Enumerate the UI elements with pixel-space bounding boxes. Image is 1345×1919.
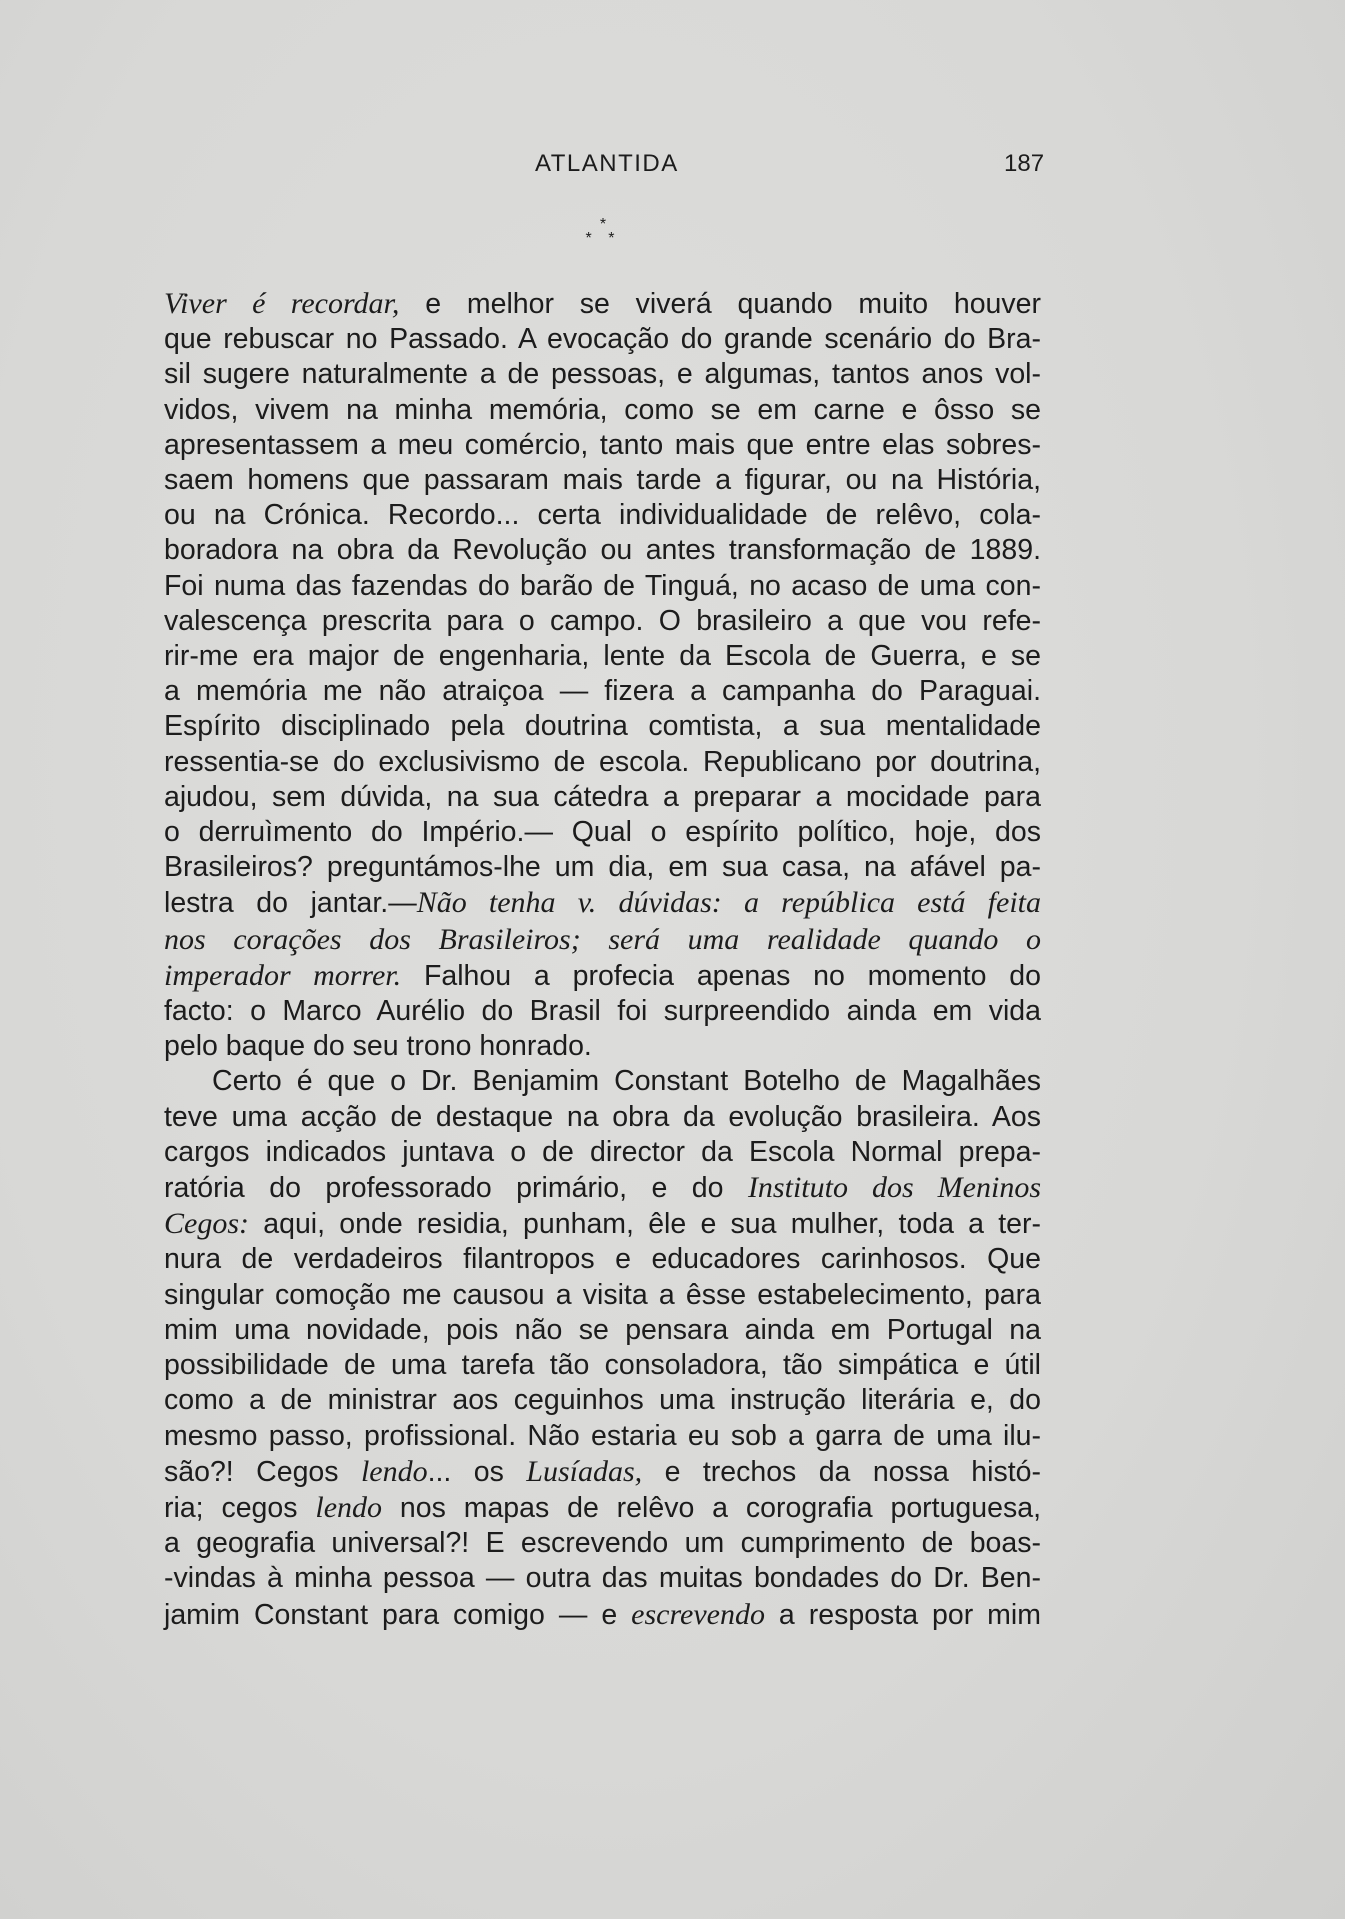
text-line: facto: o Marco Aurélio do Brasil foi surpreendido ainda em vida	[164, 995, 1041, 1028]
text-line: a memória me não atraiçoa — fizera a campanha do Paraguai.	[164, 675, 1041, 708]
paragraph-2	[164, 1064, 1041, 1632]
text-line: teve uma acção de destaque na obra da evolução brasileira. Aos	[164, 1100, 1041, 1133]
italic-title: Lusíadas,	[526, 1454, 643, 1488]
text-line: a geografia universal?! E escrevendo um cumprimento de boas-	[164, 1527, 1041, 1560]
text-line: possibilidade de uma tarefa tão consoladora, tão simpática e útil	[164, 1349, 1041, 1382]
text-line: o derruìmento do Império.— Qual o espírito político, hoje, dos	[164, 816, 1041, 849]
italic-title: Cegos:	[164, 1207, 249, 1241]
italic-quote: imperador morrer.	[164, 958, 402, 992]
text-line	[164, 922, 1041, 958]
text-line: rir-me era major de engenharia, lente da Escola de Guerra, e se	[164, 640, 1041, 673]
text-line: saem homens que passaram mais tarde a figurar, ou na História,	[164, 464, 1041, 497]
page-number: 187	[1004, 150, 1045, 177]
italic-quote: Não tenha v. dúvidas: a república está feita	[416, 886, 1041, 920]
text-line: que rebuscar no Passado. A evocação do grande scenário do Bra-	[164, 323, 1041, 356]
italic-title: Instituto dos Meninos	[747, 1171, 1041, 1205]
text-line: cargos indicados juntava o de director da Escola Normal prepa-	[164, 1135, 1041, 1168]
text-line: Foi numa das fazendas do barão de Tinguá, no acaso de uma con-	[164, 569, 1041, 602]
italic-word: lendo	[360, 1454, 428, 1488]
text-line: ressentia-se do exclusivismo de escola. Republicano por doutrina,	[164, 745, 1041, 778]
text-line: ratória do professorado primário, e do Instituto dos Meninos	[164, 1171, 1041, 1205]
text-line: pelo baque do seu trono honrado.	[164, 1030, 592, 1063]
text-line: ria; cegos lendo nos mapas de relêvo a corografia portuguesa,	[164, 1490, 1041, 1524]
text-line: como a de ministrar aos ceguinhos uma instrução literária e, do	[164, 1384, 1041, 1417]
text-line: nura de verdadeiros filantropos e educadores carinhosos. Que	[164, 1243, 1041, 1276]
text-line: ajudou, sem dúvida, na sua cátedra a preparar a mocidade para	[164, 780, 1041, 813]
asterism-bottom: * *	[585, 230, 621, 247]
text-line: -vindas à minha pessoa — outra das muitas bondades do Dr. Ben-	[164, 1562, 1041, 1595]
italic-quote: Viver é recordar,	[164, 287, 400, 320]
asterism-top: *	[599, 216, 607, 233]
paragraph-1	[164, 286, 1041, 1064]
text-line: Cegos: aqui, onde residia, punham, êle e sua mulher, toda a ter-	[164, 1207, 1041, 1241]
body-text	[164, 286, 1041, 1633]
italic-quote: nos corações dos Brasileiros; será uma realidade quando o	[164, 922, 1041, 956]
text-line: vidos, vivem na minha memória, como se em carne e ôsso se	[164, 393, 1041, 426]
text-line: valescença prescrita para o campo. O brasileiro a que vou refe-	[164, 604, 1041, 637]
running-head	[0, 150, 1345, 184]
text-line: Certo é que o Dr. Benjamim Constant Botelho de Magalhães	[212, 1065, 1041, 1098]
text-line: são?! Cegos lendo... os Lusíadas, e trechos da nossa histó-	[164, 1454, 1041, 1488]
text-line: ou na Crónica. Recordo... certa individualidade de relêvo, cola-	[164, 499, 1041, 532]
section-separator-asterism	[578, 218, 628, 258]
text-line: singular comoção me causou a visita a êsse estabelecimento, para	[164, 1278, 1041, 1311]
running-title: ATLANTIDA	[535, 150, 679, 177]
text-line: jamim Constant para comigo — e escrevendo a resposta por mim	[164, 1597, 1042, 1631]
text-line: imperador morrer. Falhou a profecia apenas no momento do	[164, 958, 1041, 992]
text-line: Espírito disciplinado pela doutrina comtista, a sua mentalidade	[164, 710, 1041, 743]
text-line: Brasileiros? preguntámos-lhe um dia, em sua casa, na afável pa-	[164, 851, 1041, 884]
text-line: Viver é recordar, e melhor se viverá quando muito houver	[164, 287, 1041, 320]
text-line: lestra do jantar.—Não tenha v. dúvidas: a república está feita	[164, 886, 1041, 920]
text-line: sil sugere naturalmente a de pessoas, e algumas, tantos anos vol-	[164, 358, 1041, 391]
text-line: apresentassem a meu comércio, tanto mais que entre elas sobres-	[164, 428, 1041, 461]
text-line: mim uma novidade, pois não se pensara ainda em Portugal na	[164, 1313, 1041, 1346]
italic-word: escrevendo	[631, 1597, 765, 1631]
text-line: mesmo passo, profissional. Não estaria eu sob a garra de uma ilu-	[164, 1419, 1041, 1452]
text-line: boradora na obra da Revolução ou antes transformação de 1889.	[164, 534, 1041, 567]
italic-word: lendo	[315, 1490, 383, 1524]
